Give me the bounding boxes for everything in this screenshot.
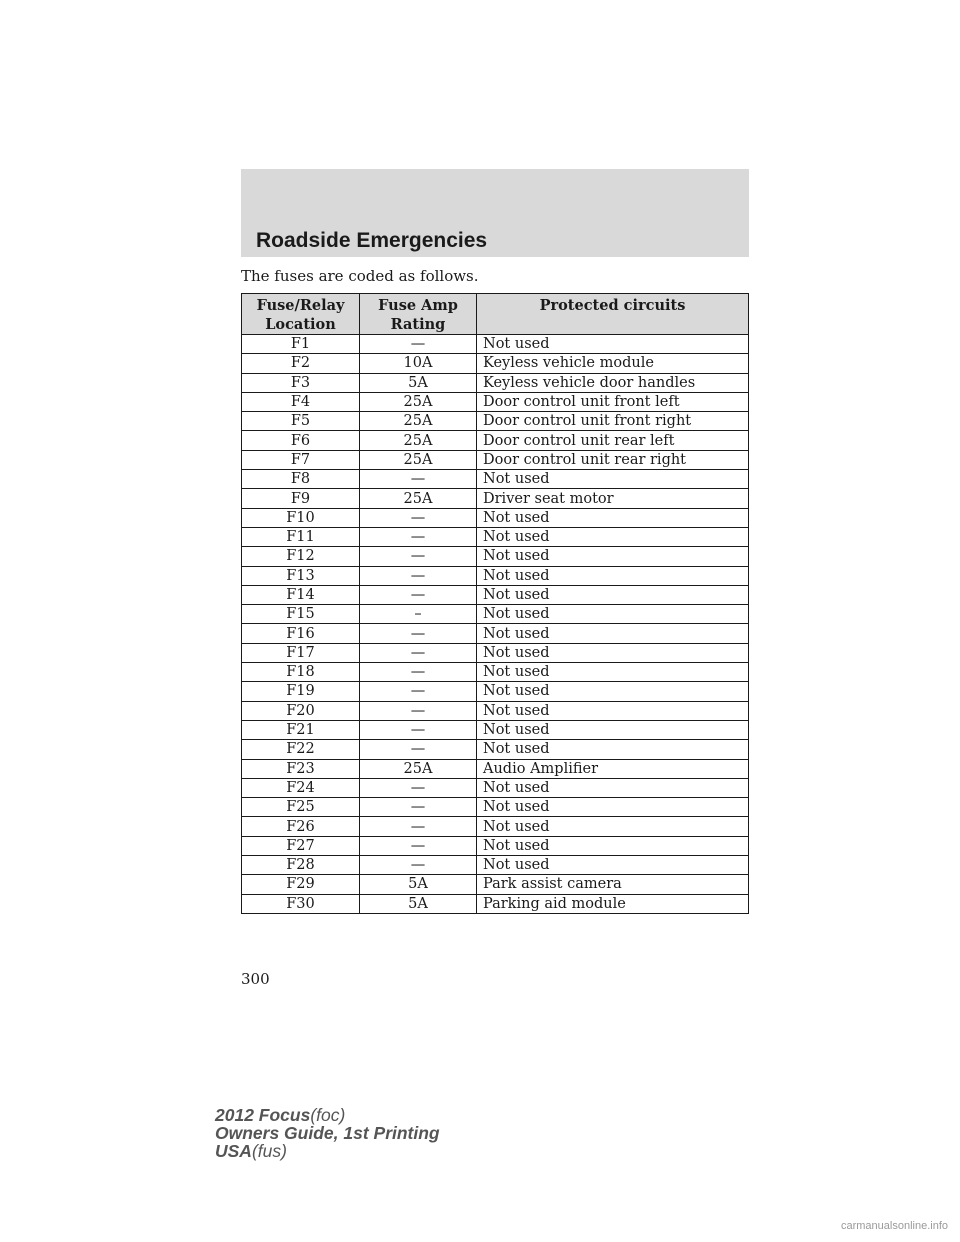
fuse-location-cell: F20 [242, 701, 360, 720]
table-row [242, 836, 749, 855]
table-row [242, 778, 749, 797]
fuse-amp-cell: — [360, 778, 477, 797]
footer-model: 2012 Focus [215, 1105, 311, 1125]
fuse-amp-cell: 25A [360, 412, 477, 431]
fuse-location-cell: F29 [242, 875, 360, 894]
fuse-location-cell: F1 [242, 335, 360, 354]
protected-circuit-cell: Audio Amplifier [477, 759, 749, 778]
protected-circuit-cell: Door control unit front right [477, 412, 749, 431]
table-row [242, 875, 749, 894]
fuse-location-cell: F27 [242, 836, 360, 855]
fuse-location-cell: F6 [242, 431, 360, 450]
fuse-table [241, 293, 749, 914]
protected-circuit-cell: Not used [477, 798, 749, 817]
table-header-row [242, 294, 749, 335]
table-row [242, 489, 749, 508]
table-row [242, 527, 749, 546]
page-number: 300 [241, 970, 270, 988]
table-row [242, 663, 749, 682]
table-row [242, 682, 749, 701]
protected-circuit-cell: Not used [477, 566, 749, 585]
watermark: carmanualsonline.info [840, 1220, 948, 1232]
fuse-amp-cell: 5A [360, 875, 477, 894]
fuse-location-cell: F13 [242, 566, 360, 585]
protected-circuit-cell: Driver seat motor [477, 489, 749, 508]
fuse-amp-cell: 25A [360, 489, 477, 508]
fuse-location-cell: F4 [242, 392, 360, 411]
fuse-location-cell: F22 [242, 740, 360, 759]
protected-circuit-cell: Not used [477, 643, 749, 662]
fuse-location-cell: F24 [242, 778, 360, 797]
protected-circuit-cell: Not used [477, 470, 749, 489]
section-title: Roadside Emergencies [256, 229, 488, 252]
fuse-location-cell: F7 [242, 450, 360, 469]
protected-circuit-cell: Parking aid module [477, 894, 749, 913]
footer-imprint [215, 1106, 440, 1160]
fuse-amp-cell: — [360, 470, 477, 489]
table-row [242, 894, 749, 913]
footer-region: USA [215, 1141, 252, 1161]
fuse-amp-cell: 25A [360, 450, 477, 469]
fuse-location-cell: F3 [242, 373, 360, 392]
fuse-amp-cell: — [360, 643, 477, 662]
table-row [242, 450, 749, 469]
fuse-amp-cell: — [360, 547, 477, 566]
fuse-location-cell: F17 [242, 643, 360, 662]
fuse-amp-cell: — [360, 624, 477, 643]
fuse-location-cell: F21 [242, 720, 360, 739]
table-row [242, 373, 749, 392]
protected-circuit-cell: Park assist camera [477, 875, 749, 894]
fuse-location-cell: F2 [242, 354, 360, 373]
protected-circuit-cell: Not used [477, 527, 749, 546]
fuse-amp-cell: 25A [360, 431, 477, 450]
protected-circuit-cell: Door control unit front left [477, 392, 749, 411]
fuse-location-cell: F26 [242, 817, 360, 836]
table-row [242, 720, 749, 739]
fuse-amp-cell: 5A [360, 894, 477, 913]
table-row [242, 701, 749, 720]
footer-model-code: (foc) [310, 1105, 346, 1125]
table-row [242, 643, 749, 662]
protected-circuit-cell: Not used [477, 817, 749, 836]
table-row [242, 354, 749, 373]
protected-circuit-cell: Keyless vehicle module [477, 354, 749, 373]
footer-region-code: (fus) [251, 1141, 287, 1161]
table-row [242, 585, 749, 604]
table-row [242, 624, 749, 643]
fuse-amp-cell: 5A [360, 373, 477, 392]
protected-circuit-cell: Not used [477, 547, 749, 566]
protected-circuit-cell: Not used [477, 682, 749, 701]
fuse-amp-cell: – [360, 605, 477, 624]
table-row [242, 817, 749, 836]
fuse-amp-cell: — [360, 701, 477, 720]
protected-circuit-cell: Not used [477, 701, 749, 720]
fuse-amp-cell: — [360, 585, 477, 604]
protected-circuit-cell: Door control unit rear right [477, 450, 749, 469]
protected-circuit-cell: Not used [477, 663, 749, 682]
fuse-location-cell: F18 [242, 663, 360, 682]
fuse-amp-cell: — [360, 856, 477, 875]
fuse-amp-cell: 10A [360, 354, 477, 373]
table-row [242, 856, 749, 875]
fuse-amp-cell: 25A [360, 759, 477, 778]
header-protected-circuits: Protected circuits [477, 294, 749, 335]
protected-circuit-cell: Not used [477, 720, 749, 739]
fuse-location-cell: F16 [242, 624, 360, 643]
fuse-location-cell: F14 [242, 585, 360, 604]
fuse-location-cell: F25 [242, 798, 360, 817]
table-row [242, 335, 749, 354]
fuse-amp-cell: 25A [360, 392, 477, 411]
protected-circuit-cell: Not used [477, 605, 749, 624]
protected-circuit-cell: Not used [477, 836, 749, 855]
fuse-amp-cell: — [360, 663, 477, 682]
table-row [242, 431, 749, 450]
fuse-amp-cell: — [360, 566, 477, 585]
table-row [242, 566, 749, 585]
table-row [242, 412, 749, 431]
fuse-amp-cell: — [360, 836, 477, 855]
fuse-location-cell: F11 [242, 527, 360, 546]
fuse-location-cell: F12 [242, 547, 360, 566]
fuse-location-cell: F8 [242, 470, 360, 489]
protected-circuit-cell: Not used [477, 624, 749, 643]
table-row [242, 605, 749, 624]
protected-circuit-cell: Not used [477, 740, 749, 759]
table-row [242, 392, 749, 411]
fuse-location-cell: F30 [242, 894, 360, 913]
fuse-amp-cell: — [360, 335, 477, 354]
fuse-location-cell: F5 [242, 412, 360, 431]
footer-guide: Owners Guide, 1st Printing [215, 1123, 440, 1143]
fuse-amp-cell: — [360, 682, 477, 701]
fuse-location-cell: F23 [242, 759, 360, 778]
table-row [242, 798, 749, 817]
fuse-amp-cell: — [360, 508, 477, 527]
intro-text: The fuses are coded as follows. [241, 267, 479, 285]
fuse-location-cell: F19 [242, 682, 360, 701]
fuse-amp-cell: — [360, 798, 477, 817]
fuse-location-cell: F10 [242, 508, 360, 527]
protected-circuit-cell: Not used [477, 778, 749, 797]
table-row [242, 759, 749, 778]
protected-circuit-cell: Not used [477, 335, 749, 354]
header-amp-rating: Fuse Amp Rating [360, 294, 477, 335]
fuse-amp-cell: — [360, 817, 477, 836]
table-row [242, 547, 749, 566]
fuse-location-cell: F9 [242, 489, 360, 508]
table-row [242, 470, 749, 489]
fuse-location-cell: F28 [242, 856, 360, 875]
fuse-amp-cell: — [360, 720, 477, 739]
protected-circuit-cell: Door control unit rear left [477, 431, 749, 450]
protected-circuit-cell: Not used [477, 585, 749, 604]
fuse-location-cell: F15 [242, 605, 360, 624]
protected-circuit-cell: Not used [477, 856, 749, 875]
protected-circuit-cell: Not used [477, 508, 749, 527]
table-row [242, 740, 749, 759]
fuse-amp-cell: — [360, 740, 477, 759]
header-location: Fuse/Relay Location [242, 294, 360, 335]
protected-circuit-cell: Keyless vehicle door handles [477, 373, 749, 392]
table-row [242, 508, 749, 527]
fuse-amp-cell: — [360, 527, 477, 546]
